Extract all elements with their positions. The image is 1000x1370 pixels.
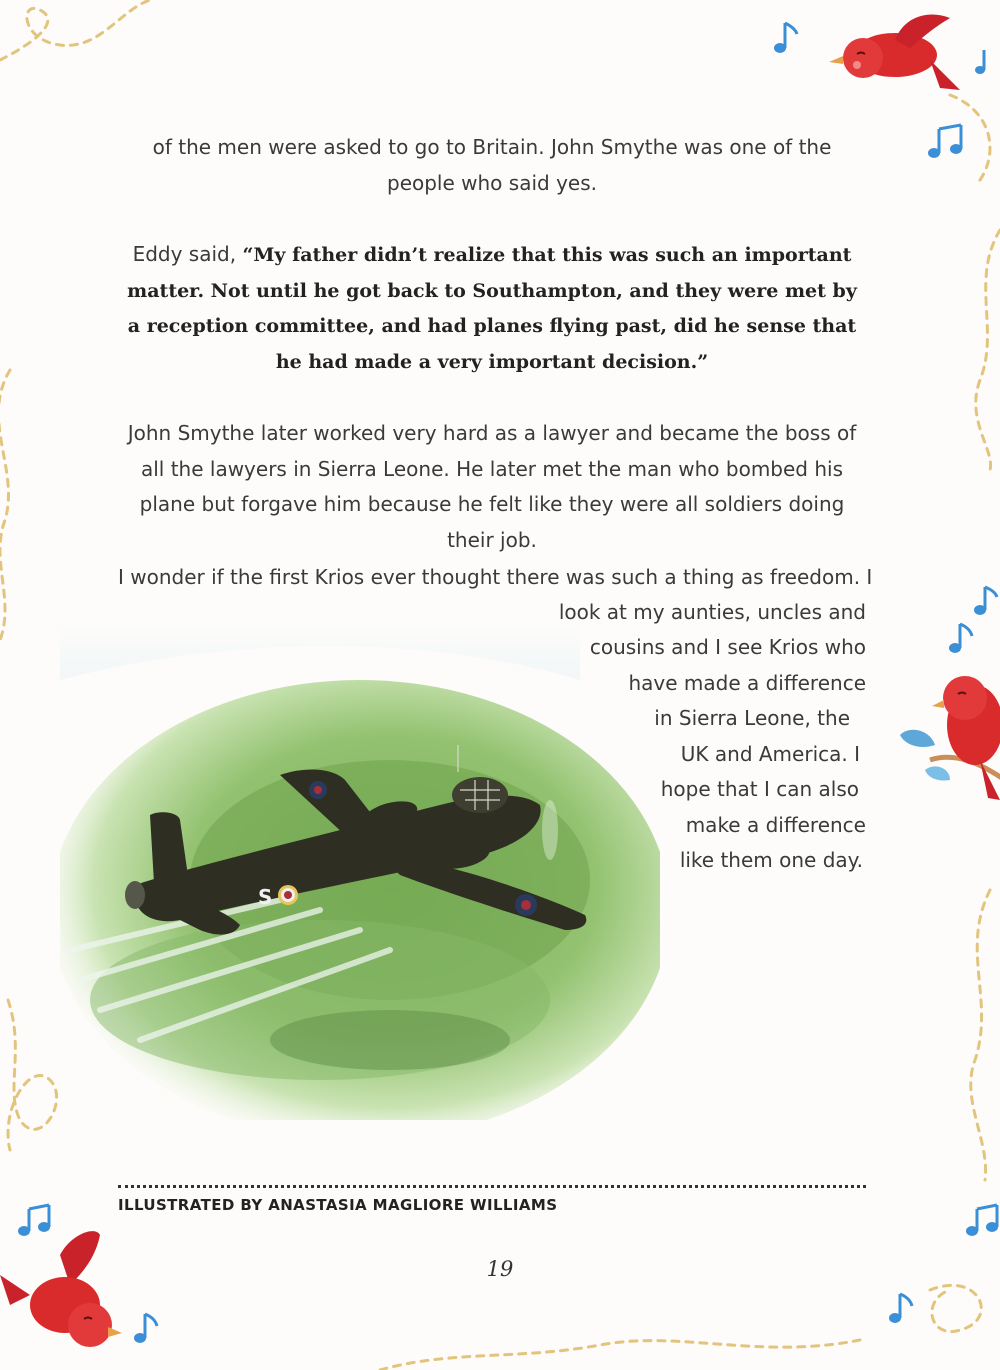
music-note-icon <box>134 1314 157 1343</box>
quote-lead: Eddy said, <box>132 242 243 266</box>
dashed-trail-bottom-right <box>930 1285 981 1331</box>
paragraph-eddy-quote <box>118 237 866 380</box>
bird-icon-right <box>900 676 1000 800</box>
music-note-icon <box>774 23 797 53</box>
paragraph-lawyer: John Smythe later worked very hard as a lawyer and became the boss of all the lawyers in Sierra Leone. He later met the man who bombed his plane but forgave him because he felt like they were all soldiers doing their job. <box>127 421 857 552</box>
text-line: hope that I can also <box>660 777 859 801</box>
text-line: I wonder if the first Krios ever thought there was such a thing as freedom. I <box>118 565 873 589</box>
dashed-trail-left-lower <box>8 1000 57 1150</box>
music-note-icon <box>974 587 997 615</box>
music-note-icon <box>889 1294 912 1323</box>
text-line: look at my aunties, uncles and <box>558 600 866 624</box>
music-note-icon <box>18 1205 50 1236</box>
page-number: 19 <box>486 1257 514 1281</box>
illustrator-credit: ILLUSTRATED BY ANASTASIA MAGLIORE WILLIAMS <box>118 1196 558 1214</box>
text-line: cousins and I see Krios who <box>589 635 866 659</box>
dotted-divider <box>118 1185 866 1188</box>
text-line: like them one day. <box>679 848 863 872</box>
dashed-trail-left <box>0 370 10 640</box>
bird-icon-bottom-left <box>0 1231 122 1347</box>
text-line: UK and America. I <box>680 742 860 766</box>
bomber-plane-illustration <box>60 620 660 1120</box>
dashed-trail-right <box>976 230 1000 470</box>
text-line: in Sierra Leone, the <box>654 706 850 730</box>
music-note-icon <box>966 1205 998 1236</box>
quote-text: “My father didn’t realize that this was such an important matter. Not until he got back to Southampton, and they were met by a reception committee, and had planes flying past, did he sense that he had made a very important decision.” <box>127 244 857 373</box>
paragraph-britain: of the men were asked to go to Britain. John Smythe was one of the people who said yes. <box>152 135 832 195</box>
text-line: have made a difference <box>628 671 866 695</box>
text-line: make a difference <box>685 813 866 837</box>
music-note-icon <box>928 125 962 158</box>
music-note-icon <box>949 624 972 653</box>
tail-marking: S <box>258 885 273 909</box>
dashed-trail-right-top <box>950 95 990 180</box>
dashed-trail-top-left <box>0 0 150 60</box>
dashed-trail-right-mid <box>971 890 990 1180</box>
bird-icon-top-right <box>829 14 960 90</box>
dashed-trail-bottom <box>380 1340 860 1370</box>
music-note-icon <box>975 50 985 74</box>
